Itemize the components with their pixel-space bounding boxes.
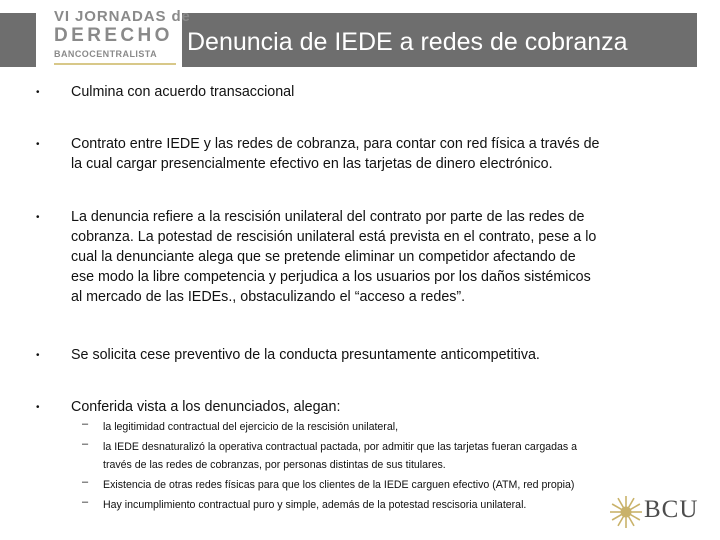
- slide-title: Denuncia de IEDE a redes de cobranza: [187, 28, 628, 56]
- sub-marker: –: [82, 418, 89, 430]
- bullet-marker: •: [36, 212, 40, 223]
- logo-underline: [54, 63, 176, 65]
- sub-line: la IEDE desnaturalizó la operativa contractual pactada, por admitir que las tarjetas fueran cargadas a: [103, 441, 578, 453]
- sub-marker: –: [82, 438, 89, 450]
- bullet-line: Se solicita cese preventivo de la conducta presuntamente anticompetitiva.: [71, 347, 540, 363]
- bullet-text: [71, 207, 686, 307]
- logo-line-3: BANCOCENTRALISTA: [54, 49, 158, 59]
- sub-text: [103, 438, 693, 474]
- sub-marker: –: [82, 496, 89, 508]
- bullet-text: [71, 397, 686, 417]
- bullet-text: [71, 134, 686, 174]
- bullet-marker: •: [36, 350, 40, 361]
- bullet-line: Contrato entre IEDE y las redes de cobranza, para contar con red física a través de: [71, 136, 600, 152]
- bcu-sun-icon: [604, 492, 644, 532]
- bullet-line: ese modo la libre competencia y perjudica a los usuarios por los daños sistémicos: [71, 269, 591, 285]
- sub-marker: –: [82, 476, 89, 488]
- bullet-line: la cual cargar presencialmente efectivo en las tarjetas de dinero electrónico.: [71, 156, 553, 172]
- bullet-text: [71, 82, 686, 102]
- sub-text: [103, 418, 693, 436]
- bullet-marker: •: [36, 87, 40, 98]
- bullet-marker: •: [36, 139, 40, 150]
- logo-line-1: VI JORNADAS de: [54, 8, 191, 25]
- bullet-line: La denuncia refiere a la rescisión unilateral del contrato por parte de las redes de: [71, 209, 585, 225]
- bullet-text: [71, 345, 686, 365]
- bcu-logo: [604, 492, 720, 532]
- bullet-line: Culmina con acuerdo transaccional: [71, 84, 295, 100]
- bullet-marker: •: [36, 402, 40, 413]
- bullet-line: al mercado de las IEDEs., obstaculizando el “acceso a redes”.: [71, 289, 466, 305]
- logo-line-2: DERECHO: [54, 25, 173, 46]
- sub-line: Existencia de otras redes físicas para que los clientes de la IEDE carguen efectivo (ATM, red propia): [103, 479, 575, 491]
- sub-line: través de las redes de cobranzas, por personas distintas de sus titulares.: [103, 459, 446, 471]
- sub-line: la legitimidad contractual del ejercicio de la rescisión unilateral,: [103, 421, 399, 433]
- bullet-line: cobranza. La potestad de rescisión unilateral está prevista en el contrato, pese a lo: [71, 229, 597, 245]
- bcu-logo-text: BCU: [644, 496, 699, 523]
- event-logo: [36, 0, 191, 67]
- sub-line: Hay incumplimiento contractual puro y simple, además de la potestad rescisoria unilateral.: [103, 499, 527, 511]
- bullet-line: Conferida vista a los denunciados, alegan:: [71, 399, 341, 415]
- bullet-line: cual la denunciante alega que se pretende eliminar un competidor afectando de: [71, 249, 576, 265]
